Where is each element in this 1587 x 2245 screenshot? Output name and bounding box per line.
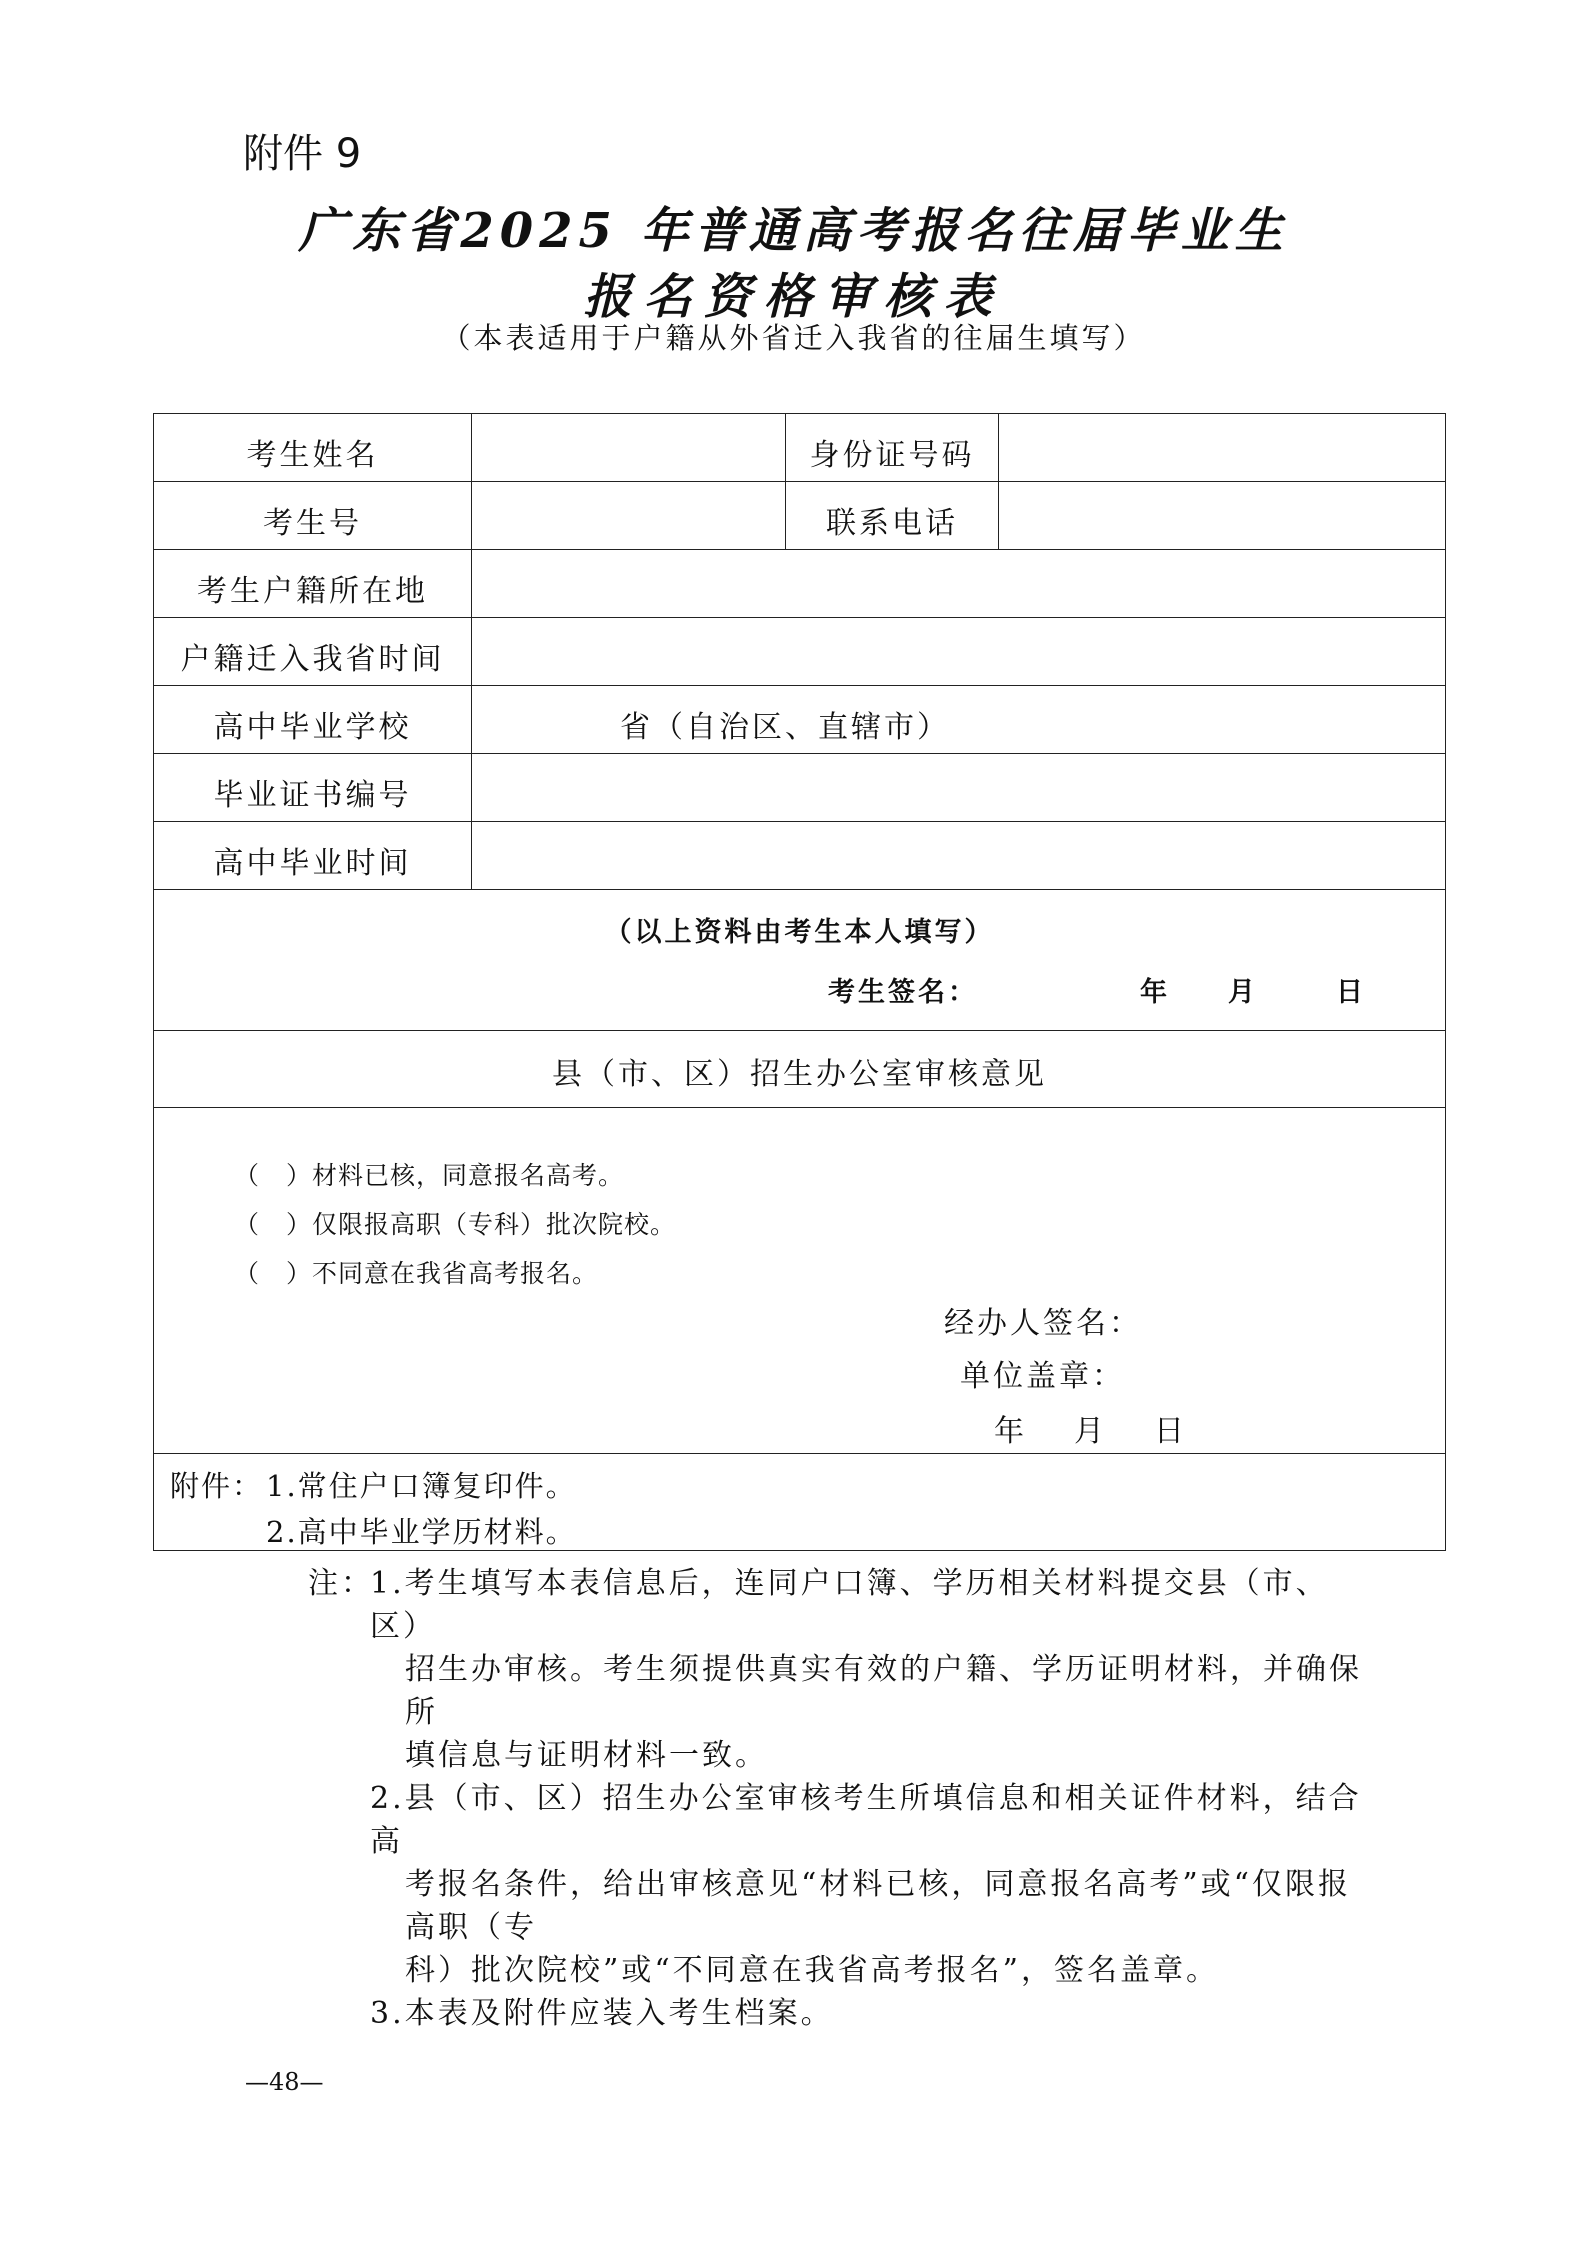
review-section [154,1108,1446,1454]
attachment-item-2: 2.高中毕业学历材料。 [266,1515,577,1549]
review-month: 月 [1074,1414,1107,1449]
hukou-field[interactable] [472,550,1446,618]
school-label: 高中毕业学校 [154,686,472,754]
qualification-form [153,413,1446,1551]
review-option-reject[interactable]: （ ）不同意在我省高考报名。 [234,1259,599,1288]
student-sign-year: 年 [1140,977,1170,1008]
hukou-label: 考生户籍所在地 [154,550,472,618]
review-heading: 县（市、区）招生办公室审核意见 [154,1031,1446,1108]
attachments-label: 附件： [170,1469,264,1503]
phone-field[interactable] [999,482,1446,550]
student-sign-day: 日 [1336,977,1366,1008]
note-1-line-2: 招生办审核。考生须提供真实有效的户籍、学历证明材料，并确保所 [405,1652,1362,1730]
attachment-item-1: 1.常住户口簿复印件。 [266,1469,577,1503]
move-time-field[interactable] [472,618,1446,686]
notes-prefix: 注： [308,1566,374,1601]
student-signature-label[interactable]: 考生签名： [828,977,978,1008]
cert-no-label: 毕业证书编号 [154,754,472,822]
exam-no-label: 考生号 [154,482,472,550]
note-3-line-1: 3.本表及附件应装入考生档案。 [370,1996,834,2031]
review-year: 年 [994,1414,1027,1449]
grad-time-field[interactable] [472,822,1446,890]
note-1-line-3: 填信息与证明材料一致。 [405,1738,768,1773]
unit-seal-label[interactable]: 单位盖章： [960,1359,1125,1394]
note-2-line-3: 科）批次院校”或“不同意在我省高考报名”，签名盖章。 [405,1953,1220,1988]
phone-label: 联系电话 [786,482,999,550]
school-field[interactable] [472,686,1446,754]
self-fill-note: （以上资料由考生本人填写） [604,917,995,948]
attachments-section [154,1454,1446,1551]
id-label: 身份证号码 [786,414,999,482]
cert-no-field[interactable] [472,754,1446,822]
student-sign-month: 月 [1228,977,1258,1008]
document-subtitle: （本表适用于户籍从外省迁入我省的往届生填写） [441,321,1146,355]
exam-no-field[interactable] [472,482,786,550]
review-option-approve[interactable]: （ ）材料已核，同意报名高考。 [234,1161,625,1190]
handler-signature-label[interactable]: 经办人签名： [944,1306,1142,1341]
grad-time-label: 高中毕业时间 [154,822,472,890]
move-time-label: 户籍迁入我省时间 [154,618,472,686]
note-1-line-1: 1.考生填写本表信息后，连同户口簿、学历相关材料提交县（市、区） [370,1566,1329,1644]
review-day: 日 [1154,1414,1187,1449]
note-2-line-1: 2.县（市、区）招生办公室审核考生所填信息和相关证件材料，结合高 [370,1781,1362,1859]
document-title-line2: 报名资格审核表 [583,269,1004,325]
self-fill-section [154,890,1446,1031]
review-option-vocational-only[interactable]: （ ）仅限报高职（专科）批次院校。 [234,1210,677,1239]
note-2-line-2: 考报名条件，给出审核意见“材料已核，同意报名高考”或“仅限报高职（专 [405,1867,1352,1945]
page-number: —48— [245,2068,324,2096]
school-field-hint: 省（自治区、直辖市） [620,709,950,745]
document-title-line1: 广东省2025 年普通高考报名往届毕业生 [298,203,1289,259]
name-field[interactable] [472,414,786,482]
notes-section [308,1562,1368,2035]
attachment-number: 附件 9 [243,131,362,177]
name-label: 考生姓名 [154,414,472,482]
id-field[interactable] [999,414,1446,482]
